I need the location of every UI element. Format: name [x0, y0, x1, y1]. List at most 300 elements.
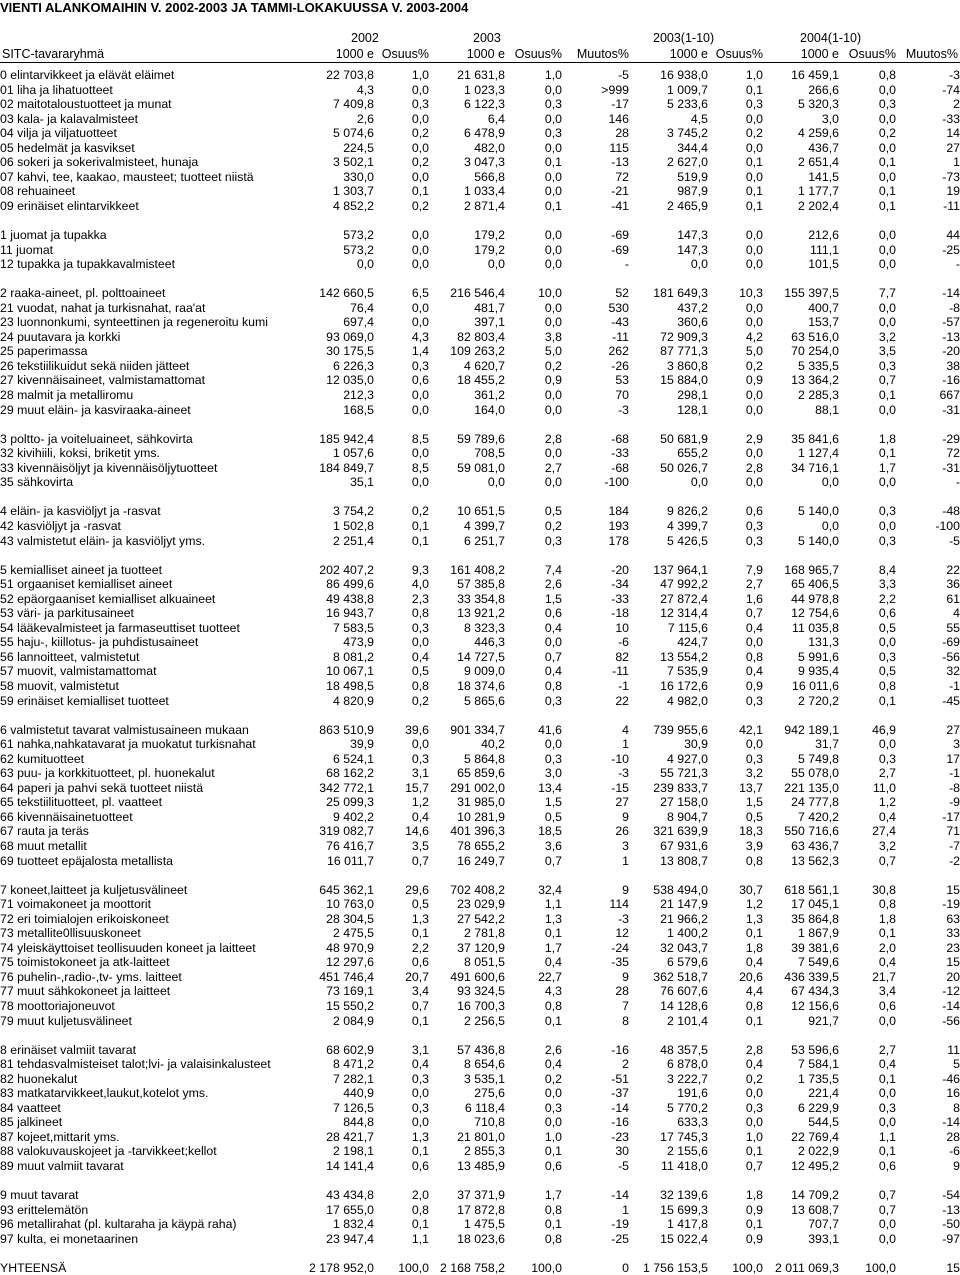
value-cell: 55 — [946, 620, 960, 635]
value-cell: 0,4 — [878, 1057, 896, 1072]
value-cell: 2 022,9 — [797, 1144, 839, 1159]
value-cell: 3,3 — [878, 577, 896, 592]
value-cell: 0,4 — [411, 649, 429, 664]
value-cell: 216 546,4 — [450, 286, 505, 301]
total-row — [0, 1261, 960, 1275]
table-row — [0, 475, 960, 490]
value-cell: 16 249,7 — [457, 853, 505, 868]
value-cell: 1,3 — [411, 1129, 429, 1144]
value-cell: 39,6 — [405, 722, 429, 737]
table-row — [0, 446, 960, 461]
table-row — [0, 766, 960, 781]
value-cell: 2 256,5 — [463, 1013, 505, 1028]
header-divider — [0, 62, 960, 63]
value-cell: 8 — [622, 1013, 629, 1028]
row-label: 12 tupakka ja tupakkavalmisteet — [0, 257, 175, 272]
spacer-row — [0, 1174, 960, 1189]
row-label: 9 muut tavarat — [0, 1188, 79, 1203]
row-label: 57 muovit, valmistamattomat — [0, 664, 157, 679]
value-cell: 0,1 — [878, 926, 896, 941]
table-row — [0, 1043, 960, 1058]
value-cell: 0,3 — [878, 533, 896, 548]
value-cell: 987,9 — [677, 184, 708, 199]
value-cell: 4,5 — [690, 111, 708, 126]
value-cell: 5 074,6 — [332, 126, 374, 141]
value-cell: 0,0 — [411, 475, 429, 490]
value-cell: 43 434,8 — [326, 1188, 374, 1203]
row-label: 51 orgaaniset kemialliset aineet — [0, 577, 173, 592]
table-row — [0, 519, 960, 534]
value-cell: 3 502,1 — [332, 155, 374, 170]
table-row — [0, 184, 960, 199]
table-row — [0, 912, 960, 927]
spacer-cell — [0, 417, 960, 432]
value-cell: 0,1 — [878, 1071, 896, 1086]
value-cell: -35 — [611, 955, 629, 970]
table-row — [0, 155, 960, 170]
value-cell: 9 935,4 — [797, 664, 839, 679]
value-cell: 0,1 — [878, 155, 896, 170]
value-cell: 9 — [622, 882, 629, 897]
value-cell: 50 681,9 — [660, 431, 708, 446]
value-cell: 22,7 — [538, 969, 562, 984]
value-cell: -15 — [611, 780, 629, 795]
value-cell: 360,6 — [677, 315, 708, 330]
value-cell: 0,1 — [411, 1217, 429, 1232]
table-row — [0, 752, 960, 767]
value-cell: 10 067,1 — [326, 664, 374, 679]
value-cell: -14 — [942, 286, 960, 301]
value-cell: 1 057,6 — [332, 446, 374, 461]
value-cell: 0,1 — [745, 82, 763, 97]
value-cell: 0,0 — [411, 1086, 429, 1101]
value-cell: 0,6 — [878, 606, 896, 621]
value-cell: 0,5 — [544, 809, 562, 824]
value-cell: 12 495,2 — [791, 1159, 839, 1174]
value-cell: -20 — [942, 344, 960, 359]
value-cell: 10,0 — [538, 286, 562, 301]
value-cell: -73 — [942, 169, 960, 184]
value-cell: 17 655,0 — [326, 1202, 374, 1217]
value-cell: 147,3 — [677, 242, 708, 257]
value-cell: 67 931,6 — [660, 838, 708, 853]
row-label: 4 eläin- ja kasviöljyt ja -rasvat — [0, 504, 161, 519]
value-cell: 48 357,5 — [660, 1042, 708, 1057]
value-cell: 0,0 — [411, 635, 429, 650]
table-row — [0, 403, 960, 418]
row-label: 84 vaatteet — [0, 1100, 61, 1115]
value-cell: 0,0 — [878, 315, 896, 330]
value-cell: 0,9 — [544, 373, 562, 388]
value-cell: 55 721,3 — [660, 766, 708, 781]
table-row — [0, 679, 960, 694]
value-cell: 18,3 — [739, 824, 763, 839]
row-label: 64 paperi ja pahvi sekä tuotteet niistä — [0, 780, 204, 795]
row-label: 83 matkatarvikkeet,laukut,kotelot yms. — [0, 1086, 209, 1101]
value-cell: 0,3 — [878, 751, 896, 766]
value-cell: 26 — [615, 824, 629, 839]
table-row — [0, 68, 960, 83]
value-cell: 0,2 — [745, 358, 763, 373]
value-cell: 5 991,6 — [797, 649, 839, 664]
table-row — [0, 199, 960, 214]
value-cell: 185 942,4 — [319, 431, 374, 446]
row-label: 25 paperimassa — [0, 344, 88, 359]
value-cell: 1,1 — [878, 1129, 896, 1144]
value-cell: 15 550,2 — [326, 999, 374, 1013]
value-cell: 212,6 — [808, 228, 839, 243]
value-cell: 1,0 — [745, 68, 763, 82]
value-cell: -48 — [942, 504, 960, 519]
value-cell: 702 408,2 — [450, 882, 505, 897]
value-cell: 179,2 — [474, 242, 505, 257]
value-cell: 1 009,7 — [666, 82, 708, 97]
value-cell: 4 — [622, 722, 629, 737]
row-label: 43 valmistetut eläin- ja kasviöljyt yms. — [0, 533, 206, 548]
value-cell: 41,6 — [538, 722, 562, 737]
value-cell: 42,1 — [739, 722, 763, 737]
value-cell: -68 — [611, 431, 629, 446]
value-cell: -16 — [611, 1115, 629, 1130]
value-cell: 2 155,6 — [666, 1144, 708, 1159]
value-cell: 0,0 — [745, 737, 763, 752]
value-cell: 23 — [946, 940, 960, 955]
value-cell: 6 579,6 — [666, 955, 708, 970]
value-cell: 3 535,1 — [463, 1071, 505, 1086]
value-cell: 8 323,3 — [463, 620, 505, 635]
value-cell: 3 047,3 — [463, 155, 505, 170]
value-cell: 0,3 — [745, 1100, 763, 1115]
value-cell: 35 841,6 — [791, 431, 839, 446]
value-cell: 0,3 — [544, 533, 562, 548]
value-cell: 0,5 — [544, 504, 562, 519]
value-cell: 0,3 — [411, 358, 429, 373]
value-cell: 0,0 — [544, 111, 562, 126]
value-cell: 0,4 — [544, 1057, 562, 1072]
value-cell: 519,9 — [677, 169, 708, 184]
value-cell: 901 334,7 — [450, 722, 505, 737]
row-label: 54 lääkevalmisteet ja farmaseuttiset tuotteet — [0, 620, 240, 635]
value-cell: 22 — [615, 693, 629, 708]
value-cell: -14 — [942, 999, 960, 1013]
value-cell: -34 — [611, 577, 629, 592]
value-cell: 3,5 — [411, 838, 429, 853]
value-cell: 2,7 — [745, 577, 763, 592]
value-cell: 100,0 — [398, 1260, 429, 1275]
value-cell: 0,9 — [745, 1231, 763, 1246]
value-cell: 9 — [622, 969, 629, 984]
value-cell: 16 011,7 — [327, 853, 374, 868]
value-cell: 34 716,1 — [791, 460, 839, 475]
value-cell: 78 655,2 — [457, 838, 505, 853]
value-cell: 0,0 — [878, 518, 896, 533]
value-cell: 0,1 — [745, 926, 763, 941]
value-cell: 59 789,6 — [457, 431, 505, 446]
value-cell: 13,7 — [739, 780, 763, 795]
table-row — [0, 635, 960, 650]
row-label: 23 luonnonkumi, synteettinen ja regeneroitu kumi — [0, 315, 268, 330]
value-cell: 30 175,5 — [326, 344, 374, 359]
value-cell: 16 700,3 — [457, 999, 505, 1013]
value-cell: 0,0 — [745, 300, 763, 315]
value-cell: 446,3 — [474, 635, 505, 650]
table-row — [0, 1130, 960, 1145]
value-cell: 3,6 — [544, 838, 562, 853]
value-cell: 0,9 — [745, 373, 763, 388]
value-cell: 0,0 — [487, 257, 505, 272]
value-cell: -37 — [611, 1086, 629, 1101]
value-cell: 36 — [946, 577, 960, 592]
value-cell: 0,8 — [745, 853, 763, 868]
value-cell: 0,0 — [878, 111, 896, 126]
value-cell: 573,2 — [343, 228, 374, 243]
value-cell: 5 — [953, 1057, 960, 1072]
value-cell: -57 — [942, 315, 960, 330]
row-label: 32 kivihiili, koksi, briketit yms. — [0, 446, 160, 461]
value-cell: 8 081,2 — [332, 649, 374, 664]
table-header — [0, 30, 960, 62]
value-cell: 9 402,2 — [332, 809, 374, 824]
value-cell: 0,0 — [411, 737, 429, 752]
table-row — [0, 839, 960, 854]
value-cell: 16 — [946, 1086, 960, 1101]
value-cell: 14 709,2 — [791, 1188, 839, 1203]
value-cell: 27 — [946, 722, 960, 737]
value-cell: 7 549,6 — [797, 955, 839, 970]
value-cell: 28 — [615, 984, 629, 999]
value-cell: 141,5 — [808, 169, 839, 184]
spacer-row — [0, 272, 960, 287]
value-cell: 6,5 — [411, 286, 429, 301]
table-row — [0, 854, 960, 869]
value-cell: 19 — [946, 184, 960, 199]
value-cell: 0,2 — [411, 155, 429, 170]
value-cell: 2,8 — [745, 1042, 763, 1057]
value-cell: 44 — [946, 228, 960, 243]
value-cell: 0,0 — [544, 388, 562, 403]
table-row — [0, 1188, 960, 1203]
value-cell: 0,6 — [878, 999, 896, 1013]
row-label: 59 erinäiset kemialliset tuotteet — [0, 693, 169, 708]
value-cell: 5 320,3 — [797, 97, 839, 112]
value-cell: 0,4 — [745, 620, 763, 635]
value-cell: -69 — [611, 228, 629, 243]
value-cell: 0,1 — [745, 1144, 763, 1159]
value-cell: 544,5 — [808, 1115, 839, 1130]
table-row — [0, 926, 960, 941]
value-cell: 128,1 — [677, 402, 708, 417]
table-row — [0, 228, 960, 243]
value-cell: 863 510,9 — [319, 722, 374, 737]
value-cell: 330,0 — [343, 169, 374, 184]
value-cell: 1 — [622, 853, 629, 868]
value-cell: 6 878,0 — [666, 1057, 708, 1072]
value-cell: 1 400,2 — [666, 926, 708, 941]
value-cell: 1,8 — [745, 1188, 763, 1203]
column-header: Osuus% — [381, 47, 429, 61]
value-cell: 4 399,7 — [666, 518, 708, 533]
value-cell: -26 — [611, 358, 629, 373]
spacer-cell — [0, 868, 960, 883]
value-cell: 15 — [946, 1260, 960, 1275]
table-row — [0, 286, 960, 301]
value-cell: 0,0 — [411, 242, 429, 257]
value-cell: 2,8 — [745, 460, 763, 475]
table-row — [0, 534, 960, 549]
value-cell: - — [955, 475, 960, 490]
value-cell: 0,4 — [411, 1057, 429, 1072]
value-cell: 5 426,5 — [666, 533, 708, 548]
value-cell: 2 101,4 — [666, 1013, 708, 1028]
value-cell: 530 — [608, 300, 629, 315]
value-cell: 0,0 — [745, 1086, 763, 1101]
value-cell: 71 — [946, 824, 960, 839]
value-cell: 0,0 — [411, 315, 429, 330]
value-cell: 15 022,4 — [660, 1231, 708, 1246]
value-cell: 16 938,0 — [660, 68, 708, 82]
value-cell: 35 864,8 — [791, 911, 839, 926]
value-cell: 3,0 — [821, 111, 839, 126]
period-label: 2003 — [473, 31, 501, 45]
row-label: 21 vuodat, nahat ja turkisnahat, raa'at — [0, 300, 206, 315]
value-cell: 76 607,6 — [660, 984, 708, 999]
value-cell: 72 — [946, 446, 960, 461]
value-cell: -31 — [942, 402, 960, 417]
value-cell: 424,7 — [677, 635, 708, 650]
value-cell: 0,8 — [878, 678, 896, 693]
value-cell: 72 — [615, 169, 629, 184]
value-cell: 2 — [622, 1057, 629, 1072]
value-cell: 342 772,1 — [319, 780, 374, 795]
row-label: 7 koneet,laitteet ja kuljetusvälineet — [0, 882, 188, 897]
value-cell: 481,7 — [474, 300, 505, 315]
value-cell: 11 035,8 — [792, 620, 839, 635]
value-cell: 5 140,0 — [797, 504, 839, 519]
value-cell: 0,0 — [544, 140, 562, 155]
value-cell: 193 — [608, 518, 629, 533]
value-cell: 942 189,1 — [784, 722, 839, 737]
value-cell: 0,1 — [544, 1217, 562, 1232]
value-cell: 0,6 — [544, 606, 562, 621]
value-cell: 0,0 — [878, 475, 896, 490]
table-row — [0, 941, 960, 956]
value-cell: 4 927,0 — [666, 751, 708, 766]
value-cell: 5 140,0 — [797, 533, 839, 548]
spacer-cell — [0, 272, 960, 287]
value-cell: 4 259,6 — [797, 126, 839, 141]
row-label: 67 rauta ja teräs — [0, 824, 89, 839]
value-cell: 0,0 — [878, 737, 896, 752]
value-cell: 13,4 — [538, 780, 562, 795]
value-cell: 0,0 — [544, 475, 562, 490]
value-cell: 7 535,9 — [666, 664, 708, 679]
value-cell: - — [624, 257, 629, 272]
value-cell: 40,2 — [481, 737, 505, 752]
value-cell: 319 082,7 — [319, 824, 374, 839]
table-row — [0, 373, 960, 388]
value-cell: -17 — [942, 809, 960, 824]
value-cell: 0,8 — [745, 999, 763, 1013]
value-cell: 30,7 — [739, 882, 763, 897]
value-cell: 9 009,0 — [463, 664, 505, 679]
value-cell: -100 — [935, 518, 960, 533]
value-cell: -1 — [618, 678, 629, 693]
value-cell: 14,6 — [405, 824, 429, 839]
value-cell: 82 803,4 — [457, 329, 505, 344]
value-cell: 0,8 — [878, 897, 896, 912]
value-cell: 55 078,0 — [791, 766, 839, 781]
value-cell: 87 771,3 — [660, 344, 708, 359]
value-cell: 6 122,3 — [463, 97, 505, 112]
row-label: 3 poltto- ja voiteluaineet, sähkovirta — [0, 431, 193, 446]
value-cell: 0,0 — [878, 1217, 896, 1232]
value-cell: 0,0 — [878, 300, 896, 315]
value-cell: 3,1 — [411, 766, 429, 781]
value-cell: 0,3 — [745, 518, 763, 533]
row-label: 75 toimistokoneet ja atk-laitteet — [0, 955, 170, 970]
row-label: 96 metallirahat (pl. kultaraha ja käypä raha) — [0, 1217, 237, 1232]
value-cell: 0,4 — [544, 664, 562, 679]
table-row — [0, 1057, 960, 1072]
spacer-row — [0, 1028, 960, 1043]
value-cell: 573,2 — [343, 242, 374, 257]
value-cell: 1 417,8 — [666, 1217, 708, 1232]
value-cell: -29 — [942, 431, 960, 446]
value-cell: 0,1 — [411, 926, 429, 941]
value-cell: 1,2 — [411, 795, 429, 810]
value-cell: 0,8 — [544, 1231, 562, 1246]
value-cell: 1,1 — [411, 1231, 429, 1246]
table-row — [0, 1232, 960, 1247]
row-label: 07 kahvi, tee, kaakao, mausteet; tuotteet niistä — [0, 169, 254, 184]
value-cell: 0,0 — [745, 388, 763, 403]
value-cell: -68 — [611, 460, 629, 475]
row-label: 81 tehdasvalmisteiset talot;lvi- ja valaisinkalusteet — [0, 1057, 271, 1072]
value-cell: - — [955, 257, 960, 272]
value-cell: 0,0 — [411, 257, 429, 272]
value-cell: 49 438,8 — [326, 591, 374, 606]
value-cell: 0,8 — [745, 649, 763, 664]
value-cell: 0,1 — [544, 1013, 562, 1028]
row-label: 11 juomat — [0, 242, 54, 257]
spacer-row — [0, 417, 960, 432]
value-cell: 12 754,6 — [791, 606, 839, 621]
value-cell: 2,2 — [411, 940, 429, 955]
value-cell: 0,0 — [878, 140, 896, 155]
value-cell: 30,9 — [684, 737, 708, 752]
value-cell: 18 374,6 — [457, 678, 505, 693]
value-cell: 5 233,6 — [666, 97, 708, 112]
row-label: 03 kala- ja kalavalmisteet — [0, 111, 139, 126]
value-cell: 137 964,1 — [653, 562, 708, 577]
value-cell: 20 — [946, 969, 960, 984]
value-cell: 68 162,2 — [326, 766, 374, 781]
value-cell: 18 455,2 — [457, 373, 505, 388]
value-cell: 437,2 — [677, 300, 708, 315]
value-cell: 0,6 — [745, 504, 763, 519]
value-cell: 0,0 — [544, 82, 562, 97]
value-cell: 0,0 — [411, 388, 429, 403]
row-label: 82 huonekalut — [0, 1071, 78, 1086]
value-cell: 2,0 — [878, 940, 896, 955]
value-cell: 0,0 — [544, 169, 562, 184]
value-cell: 67 434,3 — [791, 984, 839, 999]
value-cell: 0,0 — [878, 82, 896, 97]
value-cell: 142 660,5 — [319, 286, 374, 301]
value-cell: 0,0 — [745, 111, 763, 126]
value-cell: 0,0 — [745, 635, 763, 650]
value-cell: 0,0 — [411, 111, 429, 126]
